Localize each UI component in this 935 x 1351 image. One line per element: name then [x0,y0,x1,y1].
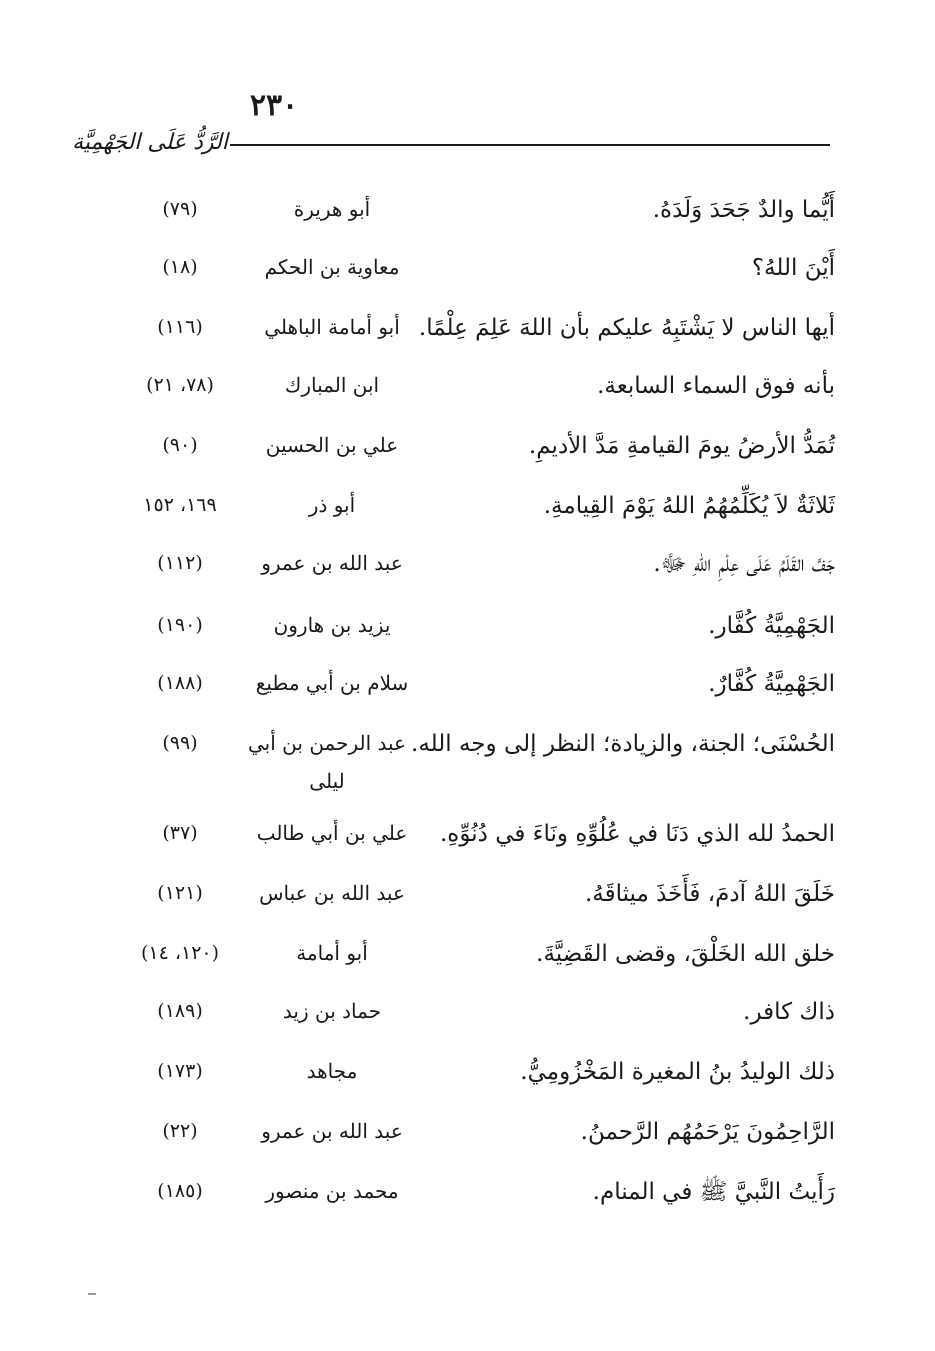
index-entry [0,990,935,1040]
hadith-text: ثَلاثَةٌ لاَ يُكَلِّمُهُمُ اللهُ يَوْمَ القِيامةِ. [543,493,835,519]
page-number: ٢٣٠ [249,88,299,123]
hadith-reference: (١٨٥) [157,1180,203,1202]
hadith-reference: (٩٩) [162,732,198,754]
hadith-reference: (١٢١) [157,882,203,904]
hadith-reference: (١٧٣) [157,1060,203,1082]
hadith-reference: (١٨٨) [157,672,203,694]
narrator: عبد الله بن عمرو [261,551,403,575]
narrator: يزيد بن هارون [273,613,391,637]
hadith-reference: (١٨٩) [157,1000,203,1022]
index-entry [0,1110,935,1160]
narrator: مجاهد [306,1059,358,1083]
hadith-text: الجَهْمِيَّةُ كُفَّار. [708,613,835,639]
index-entry [0,188,935,238]
index-entry [0,604,935,654]
index-entry [0,542,935,592]
hadith-text: جَفَّ القَلَمُ عَلَى عِلْمِ اللهِ ﷻ. [653,551,835,577]
narrator: سلام بن أبي مطيع [255,671,409,695]
index-entry [0,306,935,356]
index-entry [0,246,935,296]
hadith-text: أَيُّما والدٌ جَحَدَ وَلَدَهُ. [652,197,835,223]
hadith-reference: (١١٦) [157,316,203,338]
narrator: محمد بن منصور [265,1179,399,1203]
hadith-text: الحُسْنَى؛ الجنة، والزيادة؛ النظر إلى وجه الله. [411,731,835,757]
running-title: الرَّدُّ عَلَى الجَهْمِيَّة [72,130,228,155]
hadith-reference: (١٨) [162,256,198,278]
narrator: أبو هريرة [293,197,371,221]
narrator: حماد بن زيد [282,999,382,1023]
hadith-reference: ١٦٩، ١٥٢ [143,494,217,516]
index-entry [0,1170,935,1220]
narrator: أبو ذر [308,493,356,517]
hadith-text: أَيْنَ اللهُ؟ [751,255,835,281]
narrator: علي بن الحسين [265,433,399,457]
hadith-text: رَأَيتُ النَّبيَّ ﷺ في المنام. [592,1179,835,1205]
narrator: معاوية بن الحكم [264,255,400,279]
hadith-reference: (٧٨، ٢١) [146,374,214,396]
hadith-reference: (١١٢) [157,552,203,574]
hadith-reference: (١٢٠، ١٤) [140,942,220,964]
hadith-text: الحمدُ لله الذي دَنَا في عُلُوِّهِ ونَاءَ في دُنُوِّهِ. [440,821,835,847]
hadith-reference: (٩٠) [162,434,198,456]
hadith-reference: (٧٩) [162,198,198,220]
index-entry [0,424,935,474]
index-entry [0,932,935,982]
hadith-text: تُمَدُّ الأرضُ يومَ القيامةِ مَدَّ الأديمِ. [528,433,835,459]
narrator: عبد الله بن عمرو [261,1119,403,1143]
index-entry [0,722,935,812]
hadith-text: ذلك الوليدُ بنُ المغيرة المَخْزُومِيُّ. [520,1059,835,1085]
narrator: عبد الرحمن بن أبي ليلى [248,731,406,793]
narrator: عبد الله بن عباس [259,881,405,905]
index-entry [0,1050,935,1100]
narrator: ابن المبارك [284,373,380,397]
hadith-text: الجَهْمِيَّةُ كُفَّارٌ. [708,671,835,697]
narrator: أبو أمامة [296,941,368,965]
hadith-text: ذاك كافر. [743,999,835,1025]
hadith-reference: (٣٧) [162,822,198,844]
hadith-reference: (٢٢) [162,1120,198,1142]
hadith-text: أيها الناس لا يَشْتَبِهُ عليكم بأن اللهَ عَلِمَ عِلْمًا. [418,315,835,341]
hadith-reference: (١٩٠) [157,614,203,636]
index-entry [0,872,935,922]
scan-mark [88,1293,96,1295]
hadith-text: الرَّاحِمُونَ يَرْحَمُهُم الرَّحمنُ. [580,1119,835,1145]
index-entry [0,662,935,712]
hadith-text: خَلَقَ اللهُ آدمَ، فَأَخَذَ ميثاقَهُ. [584,881,835,907]
narrator: علي بن أبي طالب [256,821,408,845]
index-entry [0,812,935,862]
hadith-text: خلق الله الخَلْقَ، وقضى القَضِيَّةَ. [536,941,835,967]
narrator: أبو أمامة الباهلي [264,315,400,339]
hadith-text: بأنه فوق السماء السابعة. [597,373,835,399]
index-entry [0,484,935,534]
index-entry [0,364,935,414]
